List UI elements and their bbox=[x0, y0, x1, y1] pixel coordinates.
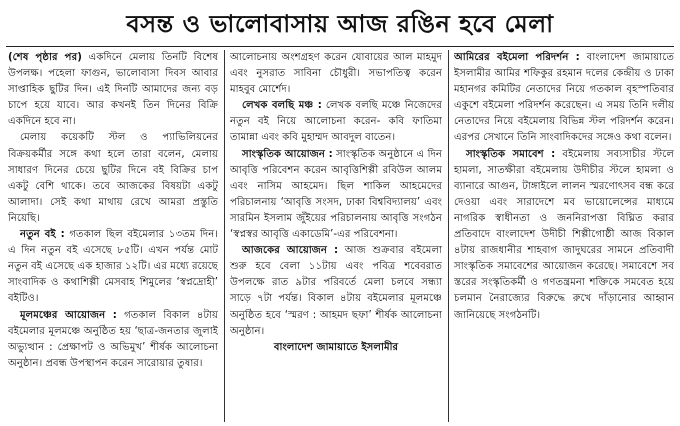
new-books-kicker: নতুন বই : bbox=[20, 229, 65, 241]
todays-program-kicker: আজকের আয়োজন : bbox=[242, 245, 339, 257]
col2-paragraph-3 bbox=[230, 147, 442, 244]
col1-paragraph-2: মেলায় কয়েকটি স্টল ও প্যাভিলিয়নের বিক্রয়কর্মীর সঙ্গে কথা হলে তারা বলেন, মেলায় সাধারণ দিনের চেয়ে ছুটির দিনে বই বিক্রির চাপ একটু বেশি থাকে। তবে আজকের বিষয়টা একটু আলাদা। সেই কথা মাথায় রেখে আমরা প্রস্তুতি নিয়েছি। bbox=[8, 132, 218, 224]
col3-paragraph-1 bbox=[454, 50, 674, 147]
col2-p4-text: আজ শুক্রবার বইমেলা শুরু হবে বেলা ১১টায় এবং পবিত্র শবেবরাত উপলক্ষে রাত ৯টার পরিবর্তে মেলা চলবে সন্ধ্যা সাড়ে ৭টা পর্যন্ত। বিকাল ৪টায় বইমেলার মূলমঞ্চে অনুষ্ঠিত হবে ‘স্মরণ : আহমদ ছফা’ শীর্ষক আলোচনা অনুষ্ঠান। bbox=[230, 245, 442, 337]
col2-subhead: বাংলাদেশ জামায়াতে ইসলামীর bbox=[273, 341, 399, 353]
column-2 bbox=[230, 50, 442, 422]
col1-paragraph-1 bbox=[8, 50, 218, 130]
column-1 bbox=[8, 50, 218, 422]
col2-paragraph-4 bbox=[230, 243, 442, 340]
column-divider-2 bbox=[448, 50, 449, 422]
cultural-program-kicker: সাংস্কৃতিক আয়োজন : bbox=[242, 148, 333, 160]
col1-p3-text: গতকাল ছিল বইমেলার ১৩তম দিন। এ দিন নতুন বই এসেছে ৮৫টি। এখন পর্যন্ত মোট নতুন বই এসেছে এক হাজার ১২টি। এর মধ্যে রয়েছে সাংবাদিক ও কথাশিল্পী মেসবাহ শিমুলের ‘স্বপ্নদ্রোহী’ বইটিও। bbox=[8, 229, 218, 305]
col2-paragraph-2 bbox=[230, 98, 442, 146]
column-3 bbox=[454, 50, 674, 422]
col1-p4-text: গতকাল বিকাল ৪টায় বইমেলার মূলমঞ্চে অনুষ্ঠিত হয় ‘ছাত্র-জনতার জুলাই অভ্যুত্থান : প্রেক্ষাপট ও অভিমুখ’ শীর্ষক আলোচনা অনুষ্ঠান। প্রবন্ধ উপস্থাপন করেন সারোয়ার তুষার। bbox=[8, 309, 218, 369]
col2-p3-text: সাংস্কৃতিক অনুষ্ঠানে এ দিন আবৃত্তি পরিবেশন করেন আবৃত্তিশিল্পী রবিউল আলম এবং নাসিম আহমেদ। ছিল শাকিল আহমেদের পরিচালনায় ‘আবৃত্তি সংসদ, ঢাকা বিশ্ববিদ্যালয়’ এবং সারমিন ইসলাম জুঁইয়ের পরিচালনায় আবৃত্তি সংগঠন ‘স্বপ্নস্বর আবৃত্তি একাডেমি’-এর পরিবেশনা। bbox=[230, 148, 442, 241]
main-stage-kicker: মূলমঞ্চের আয়োজন : bbox=[20, 309, 117, 321]
col3-paragraph-2 bbox=[454, 147, 674, 324]
continuation-kicker: (শেষ পৃষ্ঠার পর) bbox=[8, 52, 82, 63]
col1-paragraph-4 bbox=[8, 308, 218, 372]
col3-p1-text: বাংলাদেশ জামায়াতে ইসলামীর আমির শফিকুর রহমান দলের কেন্দ্রীয় ও ঢাকা মহানগর কমিটির নেতাদের নিয়ে গতকাল বৃহস্পতিবার একুশে বইমেলা পরিদর্শন করেছেন। এ সময় তিনি দলীয় নেতাদের নিয়ে বইমেলায় বিভিন্ন স্টল পরিদর্শন করেন। এরপর সেখানে তিনি সাংবাদিকদের সঙ্গেও কথা বলেন। bbox=[454, 52, 674, 144]
column-divider-1 bbox=[224, 50, 225, 422]
col2-p2-text: লেখক বলছি মঞ্চে নিজেদের নতুন বই নিয়ে আলোচনা করেন- কবি ফাতিমা তামান্না এবং কবি মুহাম্মদ আবদুল বাতেন। bbox=[230, 100, 442, 144]
cultural-rally-kicker: সাংস্কৃতিক সমাবেশ : bbox=[466, 148, 556, 160]
col3-p2-text: বইমেলায় সব্যসাচীর স্টলে হামলা, সাতক্ষীরা বইমেলায় উদীচীর স্টলে হামলা ও ব্যানারে আগুন, টাঙ্গাইলে লালন স্মরণোৎসব বন্ধ করে দেওয়া এবং সারাদেশে মব ভায়োলেন্সের মাধ্যমে নাগরিক স্বাধীনতা ও জননিরাপত্তা বিঘ্নিত করার প্রতিবাদে বাংলাদেশ উদীচী শিল্পীগোষ্ঠী আজ বিকাল ৪টায় রাজধানীর শাহবাগ জাদুঘরের সামনে প্রতিবাদী সাংস্কৃতিক সমাবেশের আয়োজন করেছে। সমাবেশে সব স্তরের সংস্কৃতিকর্মী ও গণতন্ত্রমনা শক্তিকে সমবেত হয়ে চলমান নৈরাজ্যের বিরুদ্ধে রুখে দাঁড়ানোর আহ্বান জানিয়েছে সংগঠনটি। bbox=[454, 148, 674, 321]
col1-paragraph-3 bbox=[8, 227, 218, 307]
col1-p1-text: একদিনে মেলায় তিনটি বিশেষ উপলক্ষ। পহেলা ফাগুন, ভালোবাসা দিবস আবার সাপ্তাহিক ছুটির দিন। এই দিনটি আমাদের জন্য বড় চাপে হয়ে যাবে। আর কখনই তিন দিনের বিক্রি একদিনে হবে না। bbox=[8, 52, 218, 128]
writer-stage-kicker: লেখক বলছি মঞ্চ : bbox=[242, 100, 322, 112]
col2-paragraph-1: আলোচনায় অংশগ্রহণ করেন যোবায়ের আল মাহমুদ এবং নুসরাত সাবিনা চৌধুরী। সভাপতিত্ব করেন মাহবুব মোর্শেদ। bbox=[230, 52, 442, 96]
headline-rule bbox=[6, 46, 674, 47]
amir-visit-kicker: আমিরের বইমেলা পরিদর্শন : bbox=[454, 52, 580, 63]
headline: বসন্ত ও ভালোবাসায় আজ রঙিন হবে মেলা bbox=[126, 10, 554, 38]
